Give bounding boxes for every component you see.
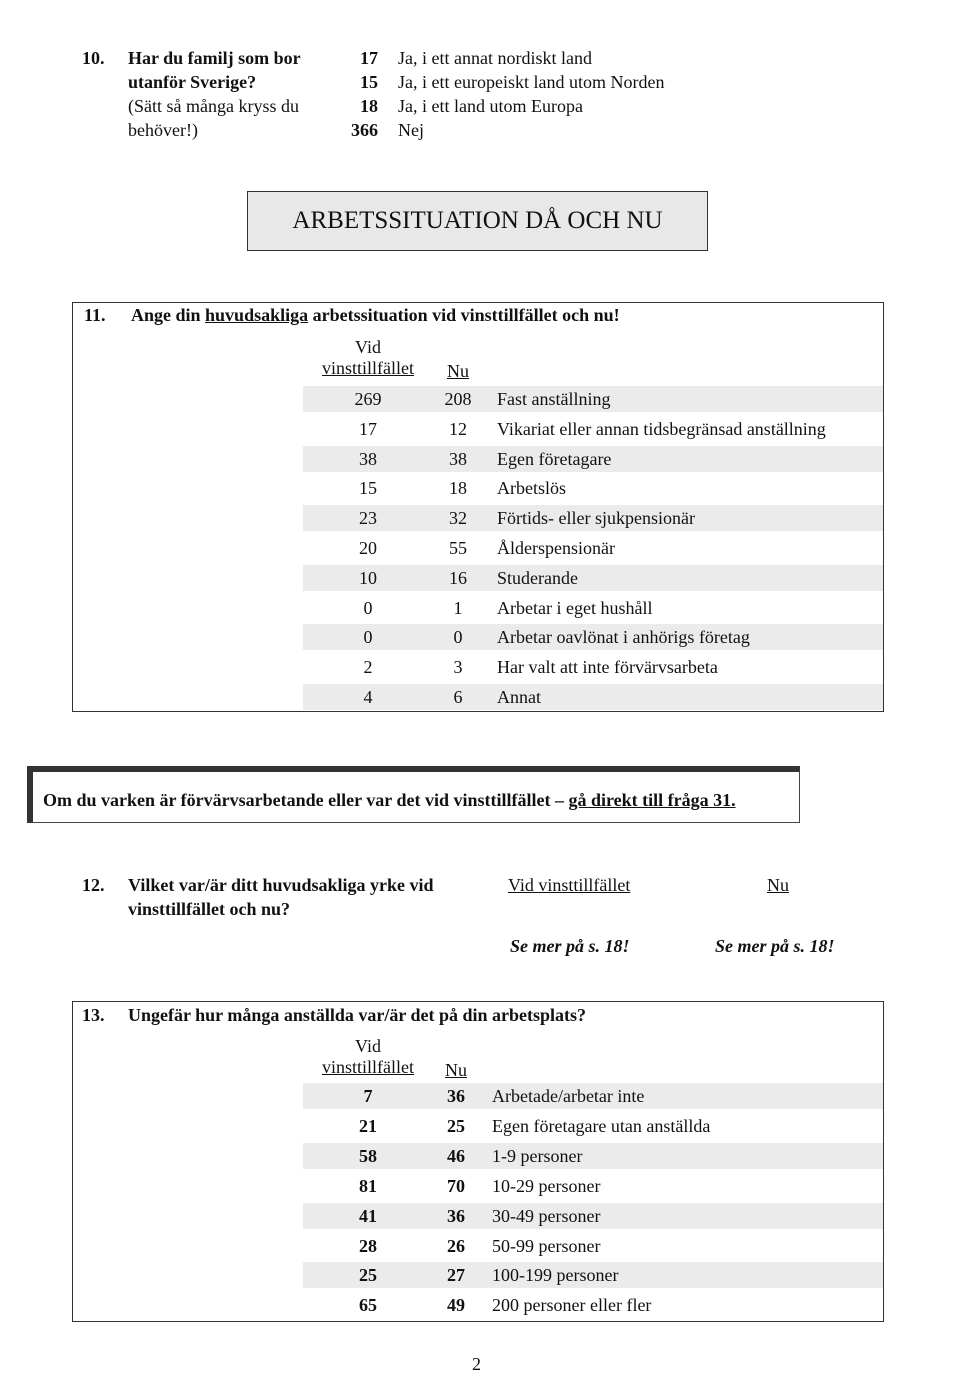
value-then: 7 (363, 1086, 373, 1106)
value-then: 21 (359, 1115, 377, 1136)
table-row (303, 1203, 883, 1229)
value-then: 23 (359, 508, 377, 529)
column-header-then: Vid vinsttillfället (322, 1036, 414, 1077)
answer-count: 18 (360, 96, 378, 116)
column-header-then: Vid vinsttillfället (508, 875, 631, 895)
value-now: 38 (449, 448, 467, 469)
see-page-now: Se mer på s. 18! (715, 936, 835, 956)
value-now: 25 (447, 1115, 465, 1136)
value-then: 10 (359, 567, 377, 588)
value-then: 4 (363, 687, 373, 707)
row-label: Vikariat eller annan tidsbegränsad anställning (497, 418, 826, 439)
table-row (303, 1083, 883, 1109)
value-then: 65 (359, 1295, 377, 1316)
value-now: 49 (447, 1295, 465, 1316)
row-label: 50-99 personer (492, 1235, 601, 1256)
row-label: Annat (497, 687, 541, 707)
skip-instruction: Om du varken är förvärvsarbetande eller var det vid vinsttillfället – gå direkt till fråga 31. (43, 790, 736, 810)
question-line: Har du familj som bor (128, 48, 301, 68)
question-line: (Sätt så många kryss du (128, 96, 299, 116)
row-label: 1-9 personer (492, 1145, 583, 1166)
row-label: Egen företagare (497, 448, 612, 469)
table-row (303, 505, 883, 531)
value-now: 36 (447, 1086, 465, 1106)
see-page-then: Se mer på s. 18! (510, 936, 630, 956)
table-row (303, 684, 883, 710)
table-row (303, 654, 883, 680)
question-number: 10. (82, 48, 105, 68)
value-then: 15 (359, 478, 377, 499)
column-header-now: Nu (767, 875, 789, 895)
value-now: 12 (449, 418, 467, 439)
row-label: Har valt att inte förvärvsarbeta (497, 657, 718, 678)
table-row (303, 386, 883, 412)
question-text: Ungefär hur många anställda var/är det på din arbetsplats? (128, 1005, 587, 1025)
table-row (303, 1173, 883, 1199)
value-then: 2 (363, 657, 373, 678)
table-row (303, 1113, 883, 1139)
value-then: 81 (359, 1175, 377, 1196)
value-now: 46 (447, 1145, 465, 1166)
table-row (303, 1262, 883, 1288)
row-label: Egen företagare utan anställda (492, 1115, 711, 1136)
question-number: 13. (82, 1005, 105, 1025)
value-now: 208 (444, 389, 472, 409)
table-row (303, 624, 883, 650)
skip-instruction-box (27, 766, 800, 823)
value-then: 58 (359, 1145, 377, 1166)
section-heading: ARBETSSITUATION DÅ OCH NU (247, 191, 708, 251)
value-then: 25 (359, 1265, 377, 1286)
row-label: 10-29 personer (492, 1175, 601, 1196)
answer-label: Ja, i ett annat nordiskt land (398, 48, 592, 68)
value-now: 27 (447, 1265, 465, 1286)
question-number: 11. (84, 305, 106, 325)
value-now: 0 (453, 627, 463, 648)
table-row (303, 595, 883, 621)
value-then: 0 (363, 627, 373, 648)
value-then: 38 (359, 448, 377, 469)
answer-label: Ja, i ett europeiskt land utom Norden (398, 72, 665, 92)
value-then: 269 (354, 389, 382, 409)
question-line: behöver!) (128, 120, 198, 140)
row-label: 100-199 personer (492, 1265, 619, 1286)
answer-count: 17 (360, 48, 378, 68)
table-row (303, 1233, 883, 1259)
table-row (303, 416, 883, 442)
row-label: Ålderspensionär (497, 538, 615, 558)
row-label: Arbetar oavlönat i anhörigs företag (497, 627, 750, 648)
row-label: Studerande (497, 567, 578, 588)
table-row (303, 1143, 883, 1169)
row-label: Förtids- eller sjukpensionär (497, 508, 695, 529)
table-row (303, 565, 883, 591)
answer-label: Nej (398, 120, 424, 140)
value-now: 16 (449, 567, 467, 588)
value-then: 17 (359, 418, 377, 439)
answer-count: 366 (351, 120, 378, 140)
row-label: 30-49 personer (492, 1205, 601, 1226)
table-row (303, 475, 883, 501)
question-line: utanför Sverige? (128, 72, 257, 92)
column-header-then: Vid vinsttillfället (322, 337, 414, 378)
table-row (303, 446, 883, 472)
answer-count: 15 (360, 72, 378, 92)
question-line: vinsttillfället och nu? (128, 899, 291, 919)
row-label: 200 personer eller fler (492, 1295, 652, 1316)
value-now: 55 (449, 538, 467, 558)
value-now: 70 (447, 1175, 465, 1196)
value-now: 1 (453, 597, 463, 618)
value-then: 41 (359, 1205, 377, 1226)
question-text: Ange din huvudsakliga arbetssituation vid vinsttillfället och nu! (131, 305, 620, 325)
column-header-now: Nu (447, 361, 469, 381)
value-now: 32 (449, 508, 467, 529)
value-now: 36 (447, 1205, 465, 1226)
value-now: 26 (447, 1235, 465, 1256)
value-now: 6 (453, 687, 463, 707)
answer-label: Ja, i ett land utom Europa (398, 96, 583, 116)
page-number: 2 (472, 1354, 481, 1374)
question-number: 12. (82, 875, 105, 895)
table-row (303, 535, 883, 561)
value-then: 28 (359, 1235, 377, 1256)
row-label: Fast anställning (497, 389, 611, 409)
column-header-now: Nu (445, 1060, 467, 1080)
value-then: 20 (359, 538, 377, 558)
row-label: Arbetar i eget hushåll (497, 597, 653, 618)
value-now: 18 (449, 478, 467, 499)
row-label: Arbetslös (497, 478, 566, 499)
value-now: 3 (453, 657, 463, 678)
table-row (303, 1292, 883, 1318)
question-line: Vilket var/är ditt huvudsakliga yrke vid (128, 875, 434, 895)
value-then: 0 (363, 597, 373, 618)
row-label: Arbetade/arbetar inte (492, 1086, 645, 1106)
